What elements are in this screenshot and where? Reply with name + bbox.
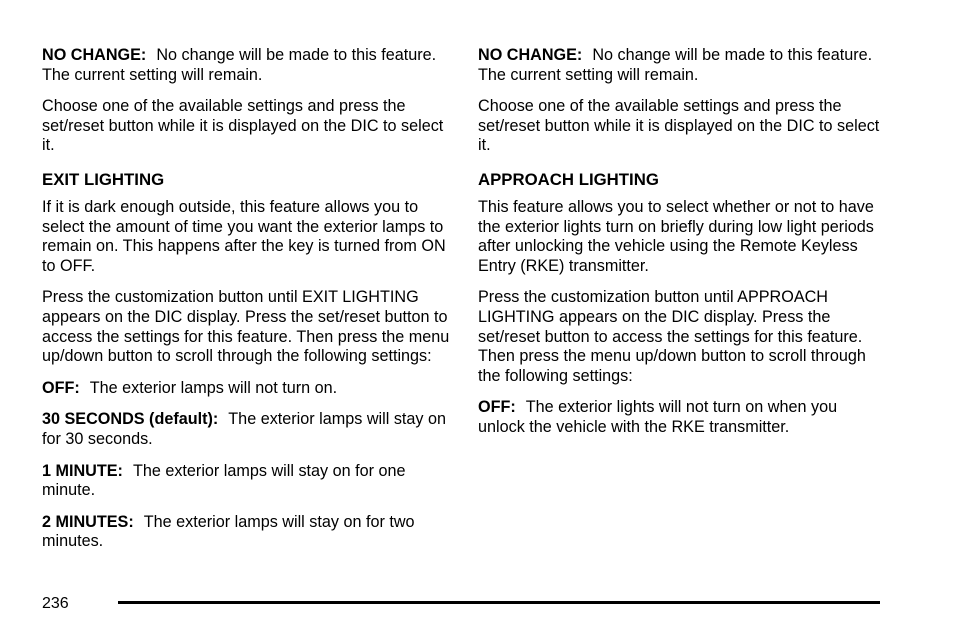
choose-setting-paragraph: Choose one of the available settings and press the set/reset button while it is displayed on the DIC to select it. — [478, 97, 880, 155]
section-heading-approach-lighting: APPROACH LIGHTING — [478, 169, 659, 189]
left-column — [42, 46, 452, 564]
setting-term: NO CHANGE: — [478, 46, 583, 64]
no-change-paragraph — [478, 46, 888, 85]
setting-2-minutes — [42, 513, 452, 552]
setting-30-seconds — [42, 410, 452, 449]
approach-lighting-instructions: Press the customization button until APPROACH LIGHTING appears on the DIC display. Press the set/reset button to access the settings for this feature. Then press the menu up/down button to scroll through the following settings: — [478, 288, 866, 385]
setting-description: The exterior lamps will stay on for one minute. — [42, 461, 406, 500]
setting-term: OFF: — [478, 398, 516, 417]
setting-term: 30 SECONDS (default): — [42, 410, 219, 429]
exit-lighting-intro: If it is dark enough outside, this feature allows you to select the amount of time you want the exterior lamps to remain on. This happens after the key is turned from ON to OFF. — [42, 197, 446, 275]
setting-description: The exterior lamps will stay on for two minutes. — [42, 512, 415, 551]
approach-lighting-intro: This feature allows you to select whether or not to have the exterior lights turn on briefly during low light periods after unlocking the vehicle using the Remote Keyless Entry (RKE) transmitter. — [478, 197, 874, 275]
setting-description: No change will be made to this feature. The current setting will remain. — [42, 46, 437, 84]
setting-description: The exterior lamps will not turn on. — [89, 378, 338, 397]
setting-term: OFF: — [42, 378, 80, 397]
setting-term: NO CHANGE: — [42, 46, 147, 64]
footer-rule — [118, 601, 880, 604]
setting-description: The exterior lights will not turn on when you unlock the vehicle with the RKE transmitter. — [478, 398, 838, 436]
page-footer — [42, 594, 880, 614]
setting-description: No change will be made to this feature. The current setting will remain. — [478, 46, 873, 84]
setting-description: The exterior lamps will stay on for 30 seconds. — [42, 410, 447, 448]
setting-term: 1 MINUTE: — [42, 461, 123, 480]
setting-off — [42, 379, 452, 399]
page-number: 236 — [42, 595, 69, 612]
section-heading-exit-lighting: EXIT LIGHTING — [42, 169, 165, 189]
setting-off — [478, 398, 888, 437]
setting-1-minute — [42, 462, 452, 501]
no-change-paragraph — [42, 46, 452, 85]
setting-term: 2 MINUTES: — [42, 512, 134, 531]
right-column — [478, 46, 888, 450]
choose-setting-paragraph: Choose one of the available settings and press the set/reset button while it is displayed on the DIC to select it. — [42, 97, 444, 155]
exit-lighting-instructions: Press the customization button until EXIT LIGHTING appears on the DIC display. Press the set/reset button to access the settings for this feature. Then press the menu up/down button to scroll through the following settings: — [42, 288, 450, 366]
